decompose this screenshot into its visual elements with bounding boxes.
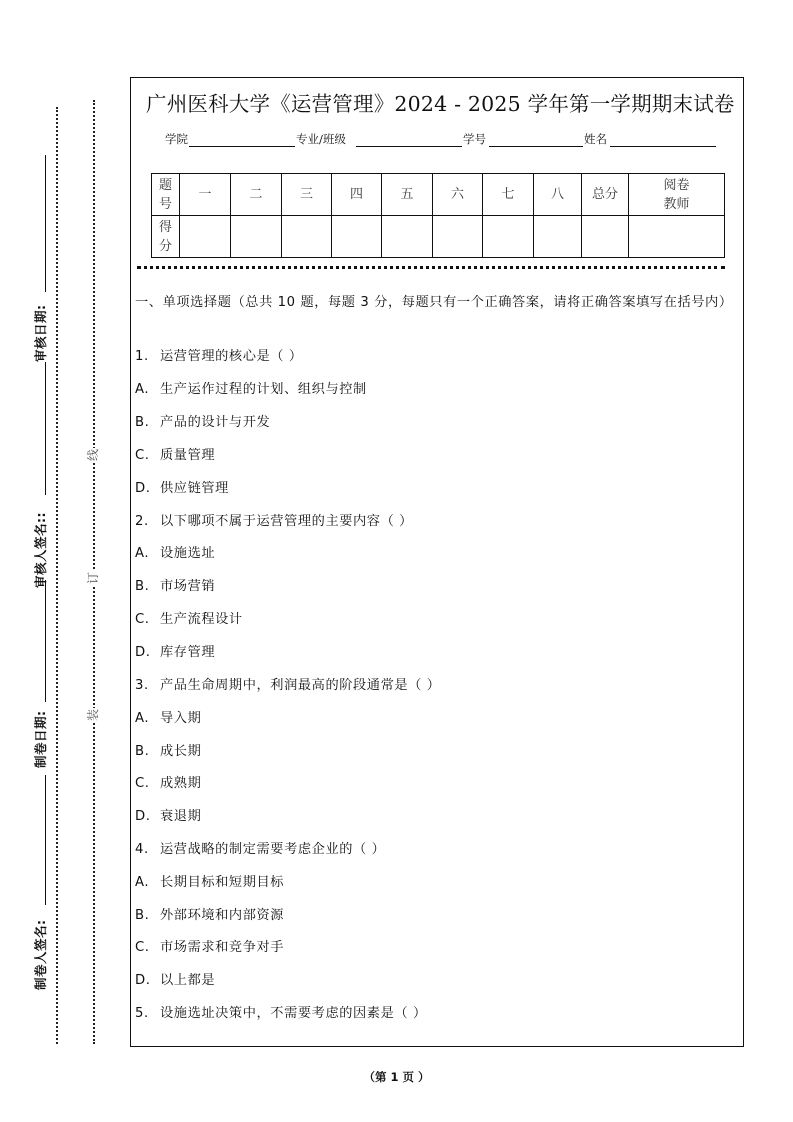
option-text: 质量管理 [160,448,216,463]
option-3b[interactable] [135,740,740,759]
option-text: 导入期 [160,711,202,726]
option-text: 生产运作过程的计划、组织与控制 [160,382,367,397]
outer-dotted-line [56,107,58,1044]
signature-line [45,362,46,495]
option-label: A. [135,546,150,561]
question-2 [135,510,740,529]
option-text: 市场需求和竞争对手 [160,940,285,955]
signature-line [45,775,46,905]
column-header: 五 [382,174,433,216]
option-label: D. [135,481,151,496]
option-1a[interactable] [135,378,740,397]
score-cell[interactable] [231,216,282,258]
question-text: 设施选址决策中，不需要考虑的因素是（ ） [160,1006,427,1021]
page-number: （第 1 页 ） [363,1070,430,1084]
option-text: 供应链管理 [160,481,229,496]
option-label: D. [135,809,151,824]
student-id-label: 学号 [463,132,486,146]
signature-line [45,155,46,292]
question-number-row [152,174,725,216]
column-header: 一 [180,174,231,216]
grader-cell[interactable] [629,216,725,258]
column-header: 八 [534,174,582,216]
score-cell[interactable] [282,216,332,258]
question-text: 运营管理的核心是（ ） [160,349,303,364]
column-header-total: 总分 [582,174,629,216]
option-3d[interactable] [135,805,740,824]
dotted-separator [137,266,725,269]
option-4d[interactable] [135,969,740,988]
option-text: 外部环境和内部资源 [160,908,285,923]
option-text: 长期目标和短期目标 [160,875,285,890]
option-text: 成长期 [160,744,202,759]
option-text: 成熟期 [160,776,202,791]
option-text: 产品的设计与开发 [160,415,271,430]
score-row [152,216,725,258]
row-header-score: 得 分 [152,216,180,258]
score-cell[interactable] [382,216,433,258]
column-header-grader: 阅卷 教师 [629,174,725,216]
score-cell[interactable] [433,216,483,258]
paper-maker-signature-label: 制卷人签名: [33,919,48,990]
column-header: 二 [231,174,282,216]
college-label: 学院 [165,132,188,146]
option-text: 衰退期 [160,809,202,824]
question-number: 2. [135,514,149,529]
option-text: 生产流程设计 [160,612,243,627]
paper-date-label: 制卷日期: [33,710,48,768]
name-label: 姓名 [584,132,607,146]
option-2d[interactable] [135,641,740,660]
major-class-input[interactable] [356,146,462,147]
row-header-question-number: 题 号 [152,174,180,216]
option-4c[interactable] [135,936,740,955]
question-5 [135,1002,740,1021]
option-text: 库存管理 [160,645,216,660]
option-text: 以上都是 [160,973,216,988]
option-text: 设施选址 [160,546,216,561]
signature-line [45,580,46,702]
option-label: C. [135,776,150,791]
option-label: A. [135,711,150,726]
option-label: D. [135,973,151,988]
review-date-label: 审核日期: [33,304,48,362]
option-label: A. [135,382,150,397]
total-score-cell[interactable] [582,216,629,258]
column-header: 四 [332,174,382,216]
option-3c[interactable] [135,772,740,791]
score-cell[interactable] [180,216,231,258]
question-number: 3. [135,678,149,693]
question-4 [135,838,740,857]
option-label: B. [135,415,150,430]
option-1b[interactable] [135,411,740,430]
option-label: C. [135,612,150,627]
option-2a[interactable] [135,542,740,561]
option-2c[interactable] [135,608,740,627]
section-heading: 一、单项选择题（总共 10 题，每题 3 分，每题只有一个正确答案，请将正确答案填写在括号内） [135,295,733,310]
option-label: C. [135,940,150,955]
question-text: 以下哪项不属于运营管理的主要内容（ ） [160,514,413,529]
option-text: 市场营销 [160,579,216,594]
major-class-label: 专业/班级 [296,132,346,146]
reviewer-signature-label: 审核人签名:: [33,512,48,588]
option-1c[interactable] [135,444,740,463]
question-number: 1. [135,349,149,364]
question-3 [135,674,740,693]
cut-mark-bind: 装 [86,709,100,722]
column-header: 七 [483,174,534,216]
option-1d[interactable] [135,477,740,496]
question-text: 运营战略的制定需要考虑企业的（ ） [160,842,386,857]
question-number: 4. [135,842,149,857]
option-label: C. [135,448,150,463]
student-id-input[interactable] [489,146,583,147]
score-cell[interactable] [534,216,582,258]
score-cell[interactable] [483,216,534,258]
exam-title: 广州医科大学《运营管理》2024 - 2025 学年第一学期期末试卷 [146,92,735,116]
option-label: D. [135,645,151,660]
column-header: 六 [433,174,483,216]
question-number: 5. [135,1006,149,1021]
score-cell[interactable] [332,216,382,258]
question-text: 产品生命周期中，利润最高的阶段通常是（ ） [160,678,441,693]
column-header: 三 [282,174,332,216]
option-2b[interactable] [135,575,740,594]
cut-mark-line: 线 [86,449,100,462]
score-table [151,173,725,258]
option-3a[interactable] [135,707,740,726]
option-4b[interactable] [135,904,740,923]
option-label: B. [135,744,150,759]
college-input[interactable] [189,146,295,147]
name-input[interactable] [610,146,716,147]
option-label: A. [135,875,150,890]
question-1 [135,345,740,364]
option-label: B. [135,908,150,923]
option-label: B. [135,579,150,594]
cut-mark-staple: 订 [86,572,100,585]
option-4a[interactable] [135,871,740,890]
